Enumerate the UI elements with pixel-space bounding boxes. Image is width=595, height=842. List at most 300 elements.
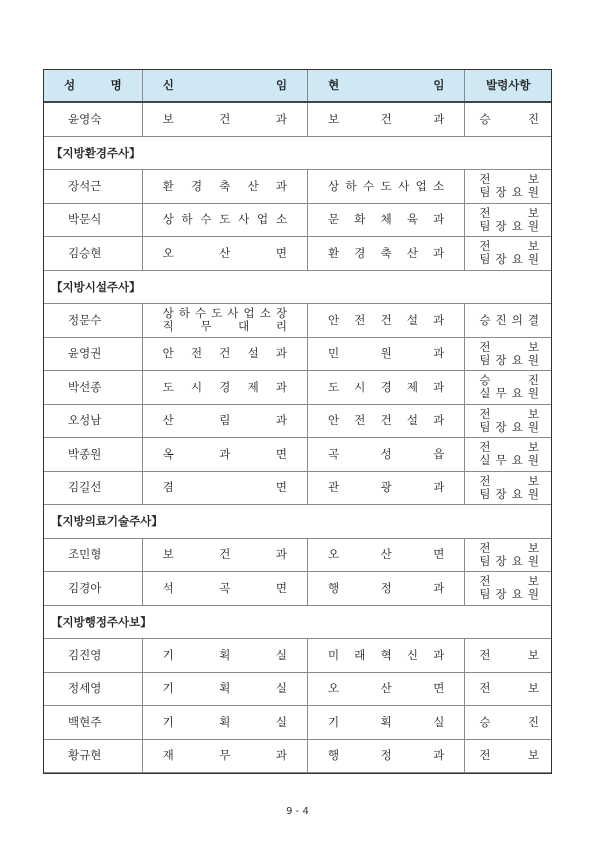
action-line bbox=[479, 220, 539, 233]
action-line-char: 전 bbox=[479, 681, 491, 696]
action-line-char: 원 bbox=[527, 352, 539, 367]
action-line-char: 보 bbox=[527, 239, 539, 254]
current-post-line-char: 래 bbox=[354, 647, 366, 662]
new-post-cell bbox=[143, 438, 308, 471]
new-post-line bbox=[163, 749, 287, 762]
new-post-cell bbox=[143, 572, 308, 605]
current-post-line-char: 제 bbox=[406, 379, 418, 394]
current-post-cell bbox=[308, 405, 465, 438]
action-line-char: 원 bbox=[527, 185, 539, 200]
table-row bbox=[44, 405, 551, 439]
action-line bbox=[479, 542, 539, 555]
new-post-line-char: 산 bbox=[162, 413, 174, 428]
person-name-char: 종 bbox=[90, 379, 102, 394]
current-post-line-char: 산 bbox=[380, 547, 392, 562]
current-post-cell bbox=[308, 237, 465, 270]
action-line bbox=[479, 488, 539, 501]
name-cell bbox=[44, 539, 143, 572]
action-line-char: 원 bbox=[527, 587, 539, 602]
person-name-char: 남 bbox=[90, 413, 102, 428]
action-line-char: 전 bbox=[479, 473, 491, 488]
action-line-char: 전 bbox=[479, 440, 491, 455]
person-name bbox=[68, 548, 126, 561]
new-post-line-char: 과 bbox=[275, 346, 287, 361]
section-header-row bbox=[44, 271, 551, 305]
current-post-line-char: 읍 bbox=[433, 446, 445, 461]
action-cell bbox=[465, 539, 551, 572]
current-post-line bbox=[328, 213, 444, 226]
action-line-char: 보 bbox=[527, 647, 539, 662]
person-name bbox=[68, 481, 126, 494]
current-post-line bbox=[328, 481, 444, 494]
current-post-line-char: 경 bbox=[380, 379, 392, 394]
action-line-char: 승 bbox=[479, 714, 491, 729]
new-post-line-char: 리 bbox=[275, 319, 287, 334]
current-post-line-char: 산 bbox=[406, 245, 418, 260]
action-line-char: 무 bbox=[495, 386, 507, 401]
current-post-cell bbox=[308, 539, 465, 572]
person-name bbox=[68, 649, 126, 662]
action-line bbox=[479, 475, 539, 488]
action-cell bbox=[465, 338, 551, 371]
table-header bbox=[44, 70, 551, 103]
person-name-char: 정 bbox=[68, 312, 80, 327]
current-post-line-char: 상 bbox=[327, 178, 340, 193]
new-post-line-char: 면 bbox=[275, 580, 287, 595]
new-post-line-char: 산 bbox=[247, 178, 259, 193]
new-post-line-char: 실 bbox=[275, 647, 287, 662]
new-post-line-char: 재 bbox=[162, 748, 174, 763]
person-name-char: 영 bbox=[79, 346, 91, 361]
current-post-line-char: 신 bbox=[406, 647, 418, 662]
table-row bbox=[44, 572, 551, 606]
name-cell bbox=[44, 572, 143, 605]
header-name bbox=[44, 70, 143, 101]
current-post-cell bbox=[308, 740, 465, 773]
header-current-post bbox=[308, 70, 465, 101]
current-post-line-char: 과 bbox=[433, 245, 445, 260]
current-post-line-char: 화 bbox=[354, 212, 366, 227]
action-line-char: 보 bbox=[527, 406, 539, 421]
new-post-line bbox=[163, 649, 287, 662]
current-post-line bbox=[328, 649, 444, 662]
person-name-char: 성 bbox=[79, 413, 91, 428]
person-name-char: 문 bbox=[79, 312, 91, 327]
current-post-line bbox=[328, 682, 444, 695]
new-post-line-char: 경 bbox=[190, 178, 203, 193]
action-line-char: 보 bbox=[527, 339, 539, 354]
new-post-line-char: 업 bbox=[256, 212, 269, 227]
action-cell bbox=[465, 472, 551, 505]
person-name-char: 영 bbox=[79, 111, 91, 126]
new-post-line bbox=[163, 213, 287, 226]
action-line-char: 팀 bbox=[479, 218, 491, 233]
current-post-line-char: 보 bbox=[327, 111, 340, 126]
current-post-line-char: 면 bbox=[433, 547, 445, 562]
action-line-char: 원 bbox=[527, 553, 539, 568]
new-post-line-char: 오 bbox=[162, 245, 174, 260]
current-post-line-char: 혁 bbox=[380, 647, 392, 662]
new-post-line bbox=[163, 716, 287, 729]
name-cell bbox=[44, 237, 143, 270]
name-cell bbox=[44, 338, 143, 371]
action-line-char: 전 bbox=[479, 339, 491, 354]
person-name-char: 윤 bbox=[68, 111, 80, 126]
current-post-line-char: 행 bbox=[327, 748, 340, 763]
new-post-line-char: 수 bbox=[200, 212, 212, 227]
action-line-char: 전 bbox=[479, 172, 491, 187]
action-line-char: 팀 bbox=[479, 352, 491, 367]
action-cell bbox=[465, 740, 551, 773]
action-line bbox=[479, 354, 539, 367]
new-post-line-char: 면 bbox=[275, 245, 287, 260]
person-name-char: 장 bbox=[68, 178, 80, 193]
action-line-char: 원 bbox=[527, 218, 539, 233]
current-post-line-char: 과 bbox=[433, 379, 445, 394]
action-line bbox=[479, 555, 539, 568]
person-name-char: 박 bbox=[68, 446, 80, 461]
current-post-line bbox=[328, 749, 444, 762]
current-post-line-char: 과 bbox=[433, 312, 445, 327]
person-name-char: 백 bbox=[68, 714, 80, 729]
current-post-line-char: 건 bbox=[380, 111, 392, 126]
action-line-char: 원 bbox=[527, 252, 539, 267]
action-line-char: 의 bbox=[511, 312, 523, 327]
action-line-char: 장 bbox=[495, 587, 507, 602]
action-line-char: 장 bbox=[495, 218, 507, 233]
new-post-line bbox=[163, 481, 287, 494]
new-post-line-char: 설 bbox=[247, 346, 259, 361]
current-post-line-char: 정 bbox=[380, 580, 392, 595]
person-name-char: 근 bbox=[90, 178, 102, 193]
person-name-char: 원 bbox=[90, 446, 102, 461]
current-post-line-char: 과 bbox=[433, 647, 445, 662]
new-post-cell bbox=[143, 371, 308, 404]
new-post-line-char: 업 bbox=[243, 306, 255, 321]
person-name bbox=[68, 347, 126, 360]
action-line-char: 보 bbox=[527, 681, 539, 696]
current-post-line-char: 과 bbox=[433, 212, 445, 227]
new-post-line-char: 기 bbox=[162, 714, 174, 729]
current-post-line-char: 건 bbox=[380, 413, 392, 428]
action-line-char: 팀 bbox=[479, 587, 491, 602]
new-post-line-char: 건 bbox=[219, 111, 231, 126]
action-line-char: 장 bbox=[495, 185, 507, 200]
person-name-char: 진 bbox=[79, 647, 91, 662]
new-post-line-char: 면 bbox=[275, 446, 287, 461]
action-cell bbox=[465, 438, 551, 471]
action-line-char: 무 bbox=[495, 453, 507, 468]
action-line-char: 승 bbox=[479, 111, 491, 126]
action-line bbox=[479, 314, 539, 327]
new-post-line-char: 경 bbox=[219, 379, 231, 394]
current-post-line-char: 설 bbox=[406, 413, 418, 428]
new-post-cell bbox=[143, 472, 308, 505]
action-line bbox=[479, 682, 539, 695]
person-name bbox=[68, 213, 126, 226]
name-cell bbox=[44, 438, 143, 471]
action-line-char: 요 bbox=[511, 218, 523, 233]
current-post-line-char: 산 bbox=[380, 681, 392, 696]
name-cell bbox=[44, 405, 143, 438]
table-row bbox=[44, 740, 551, 774]
action-cell bbox=[465, 572, 551, 605]
new-post-line-char: 무 bbox=[200, 319, 212, 334]
action-line bbox=[479, 387, 539, 400]
new-post-cell bbox=[143, 103, 308, 136]
section-title: 【지방시설주사】 bbox=[51, 279, 141, 294]
current-post-cell bbox=[308, 438, 465, 471]
action-line-char: 보 bbox=[527, 540, 539, 555]
new-post-line-char: 무 bbox=[219, 748, 231, 763]
new-post-cell bbox=[143, 740, 308, 773]
action-line-char: 팀 bbox=[479, 553, 491, 568]
current-post-line bbox=[328, 113, 444, 126]
person-name-char: 선 bbox=[90, 480, 102, 495]
action-line bbox=[479, 253, 539, 266]
person-name-char: 황 bbox=[68, 748, 80, 763]
person-name-char: 김 bbox=[68, 580, 80, 595]
person-name-char: 조 bbox=[68, 547, 80, 562]
new-post-line bbox=[163, 548, 287, 561]
action-line bbox=[479, 186, 539, 199]
new-post-line bbox=[163, 682, 287, 695]
action-line-char: 원 bbox=[527, 453, 539, 468]
new-post-line-char: 과 bbox=[275, 413, 287, 428]
header-action bbox=[465, 70, 551, 101]
new-post-line-char: 획 bbox=[219, 647, 231, 662]
current-post-line-char: 면 bbox=[433, 681, 445, 696]
current-post-cell bbox=[308, 706, 465, 739]
person-name-char: 김 bbox=[68, 647, 80, 662]
table-row bbox=[44, 639, 551, 673]
page-number: 9 - 4 bbox=[286, 806, 309, 817]
action-line-char: 팀 bbox=[479, 252, 491, 267]
action-line-char: 원 bbox=[527, 386, 539, 401]
new-post-line-char: 림 bbox=[219, 413, 231, 428]
current-post-cell bbox=[308, 639, 465, 672]
action-line bbox=[479, 649, 539, 662]
new-post-line-char: 전 bbox=[190, 346, 203, 361]
new-post-cell bbox=[143, 304, 308, 337]
new-post-line-char: 상 bbox=[162, 212, 174, 227]
table-row bbox=[44, 706, 551, 740]
current-post-line bbox=[328, 548, 444, 561]
new-post-line-char: 건 bbox=[219, 547, 231, 562]
action-line-char: 보 bbox=[527, 473, 539, 488]
section-header-row bbox=[44, 137, 551, 171]
current-post-line-char: 민 bbox=[327, 346, 340, 361]
person-name-char: 식 bbox=[90, 212, 102, 227]
action-line bbox=[479, 716, 539, 729]
new-post-line-char: 소 bbox=[259, 306, 271, 321]
current-post-line-char: 경 bbox=[354, 245, 366, 260]
action-line-char: 전 bbox=[479, 647, 491, 662]
new-post-line-char: 상 bbox=[162, 306, 174, 321]
action-line-char: 전 bbox=[479, 205, 491, 220]
new-post-line bbox=[163, 247, 287, 260]
person-name bbox=[68, 113, 126, 126]
current-post-line-char: 과 bbox=[433, 346, 445, 361]
new-post-line-char: 기 bbox=[162, 681, 174, 696]
table-row bbox=[44, 371, 551, 405]
action-line-char: 진 bbox=[495, 312, 507, 327]
current-post-line-char: 하 bbox=[345, 178, 357, 193]
action-line-char: 요 bbox=[511, 185, 523, 200]
action-line-char: 요 bbox=[511, 419, 523, 434]
action-cell bbox=[465, 170, 551, 203]
name-cell bbox=[44, 371, 143, 404]
action-line-char: 보 bbox=[527, 205, 539, 220]
action-line-char: 보 bbox=[527, 574, 539, 589]
new-post-line-char: 사 bbox=[238, 212, 250, 227]
new-post-line bbox=[163, 320, 287, 333]
new-post-line-char: 안 bbox=[162, 346, 174, 361]
action-line-char: 전 bbox=[479, 406, 491, 421]
action-line-char: 원 bbox=[527, 419, 539, 434]
action-line-char: 전 bbox=[479, 239, 491, 254]
table-row bbox=[44, 237, 551, 271]
action-line-char: 원 bbox=[527, 486, 539, 501]
action-line-char: 요 bbox=[511, 352, 523, 367]
person-name bbox=[68, 582, 126, 595]
section-title: 【지방행정주사보】 bbox=[51, 614, 152, 629]
current-post-line bbox=[328, 247, 444, 260]
current-post-line bbox=[328, 448, 444, 461]
action-line bbox=[479, 341, 539, 354]
person-name-char: 형 bbox=[90, 547, 102, 562]
name-cell bbox=[44, 170, 143, 203]
new-post-line-char: 제 bbox=[247, 379, 259, 394]
person-name-char: 경 bbox=[79, 580, 91, 595]
name-cell bbox=[44, 639, 143, 672]
new-post-cell bbox=[143, 539, 308, 572]
current-post-line-char: 사 bbox=[398, 178, 410, 193]
person-name-char: 길 bbox=[79, 480, 91, 495]
current-post-line-char: 곡 bbox=[327, 446, 340, 461]
action-line-char: 요 bbox=[511, 587, 523, 602]
action-cell bbox=[465, 405, 551, 438]
header-current-post-char: 현 bbox=[328, 78, 340, 92]
current-post-line-char: 축 bbox=[380, 245, 392, 260]
action-line-char: 장 bbox=[495, 553, 507, 568]
name-cell bbox=[44, 304, 143, 337]
new-post-line-char: 도 bbox=[211, 306, 223, 321]
person-name-char: 숙 bbox=[90, 111, 102, 126]
name-cell bbox=[44, 472, 143, 505]
new-post-line-char: 축 bbox=[219, 178, 231, 193]
current-post-line-char: 과 bbox=[433, 413, 445, 428]
new-post-line-char: 수 bbox=[195, 306, 207, 321]
current-post-line bbox=[328, 314, 444, 327]
new-post-line-char: 기 bbox=[162, 647, 174, 662]
action-cell bbox=[465, 237, 551, 270]
person-name bbox=[68, 381, 126, 394]
current-post-cell bbox=[308, 338, 465, 371]
person-name-char: 현 bbox=[90, 748, 102, 763]
new-post-line-char: 옥 bbox=[162, 446, 174, 461]
new-post-line-char: 대 bbox=[238, 319, 250, 334]
new-post-cell bbox=[143, 405, 308, 438]
table-row bbox=[44, 539, 551, 573]
person-name-char: 현 bbox=[79, 714, 91, 729]
current-post-line bbox=[328, 414, 444, 427]
current-post-line-char: 정 bbox=[380, 748, 392, 763]
new-post-line-char: 직 bbox=[162, 319, 174, 334]
current-post-line-char: 과 bbox=[433, 748, 445, 763]
person-name-char: 주 bbox=[90, 714, 102, 729]
action-line bbox=[479, 207, 539, 220]
action-line-char: 실 bbox=[479, 453, 491, 468]
new-post-line-char: 과 bbox=[219, 446, 231, 461]
new-post-line-char: 보 bbox=[162, 547, 174, 562]
new-post-line-char: 소 bbox=[275, 212, 287, 227]
person-name bbox=[68, 247, 126, 260]
action-line-char: 팀 bbox=[479, 185, 491, 200]
new-post-line bbox=[163, 307, 287, 320]
action-line-char: 요 bbox=[511, 486, 523, 501]
person-name-char: 현 bbox=[90, 245, 102, 260]
personnel-table bbox=[43, 69, 552, 774]
action-line-char: 장 bbox=[495, 252, 507, 267]
section-header-row bbox=[44, 606, 551, 640]
person-name-char: 박 bbox=[68, 212, 80, 227]
action-line-char: 장 bbox=[495, 486, 507, 501]
current-post-line-char: 행 bbox=[327, 580, 340, 595]
new-post-line-char: 사 bbox=[227, 306, 239, 321]
table-row bbox=[44, 304, 551, 338]
table-row bbox=[44, 338, 551, 372]
name-cell bbox=[44, 740, 143, 773]
new-post-line-char: 석 bbox=[162, 580, 174, 595]
action-line-char: 진 bbox=[527, 714, 539, 729]
new-post-line-char: 도 bbox=[162, 379, 174, 394]
new-post-line-char: 환 bbox=[162, 178, 174, 193]
person-name bbox=[68, 314, 126, 327]
action-line-char: 결 bbox=[527, 312, 539, 327]
action-line bbox=[479, 749, 539, 762]
current-post-line-char: 미 bbox=[327, 647, 340, 662]
current-post-line bbox=[328, 180, 444, 193]
header-action-label: 발령사항 bbox=[486, 78, 531, 92]
table-row bbox=[44, 438, 551, 472]
action-line-char: 전 bbox=[479, 748, 491, 763]
new-post-cell bbox=[143, 170, 308, 203]
new-post-line-char: 장 bbox=[275, 306, 287, 321]
person-name-char: 수 bbox=[90, 312, 102, 327]
person-name-char: 민 bbox=[79, 547, 91, 562]
new-post-line-char: 도 bbox=[219, 212, 231, 227]
current-post-line-char: 환 bbox=[327, 245, 340, 260]
header-name-char: 성 bbox=[64, 78, 76, 92]
person-name-char: 아 bbox=[90, 580, 102, 595]
person-name bbox=[68, 180, 126, 193]
header-new-post-char: 신 bbox=[162, 78, 174, 92]
action-cell bbox=[465, 204, 551, 237]
current-post-line-char: 기 bbox=[327, 714, 340, 729]
action-line-char: 승 bbox=[479, 312, 491, 327]
new-post-line-char: 건 bbox=[219, 346, 231, 361]
current-post-line-char: 문 bbox=[327, 212, 340, 227]
table-row bbox=[44, 170, 551, 204]
current-post-line-char: 전 bbox=[354, 413, 366, 428]
current-post-line-char: 과 bbox=[433, 111, 445, 126]
action-line-char: 전 bbox=[479, 574, 491, 589]
action-line-char: 요 bbox=[511, 252, 523, 267]
new-post-line-char: 획 bbox=[219, 681, 231, 696]
person-name bbox=[68, 749, 126, 762]
current-post-cell bbox=[308, 204, 465, 237]
